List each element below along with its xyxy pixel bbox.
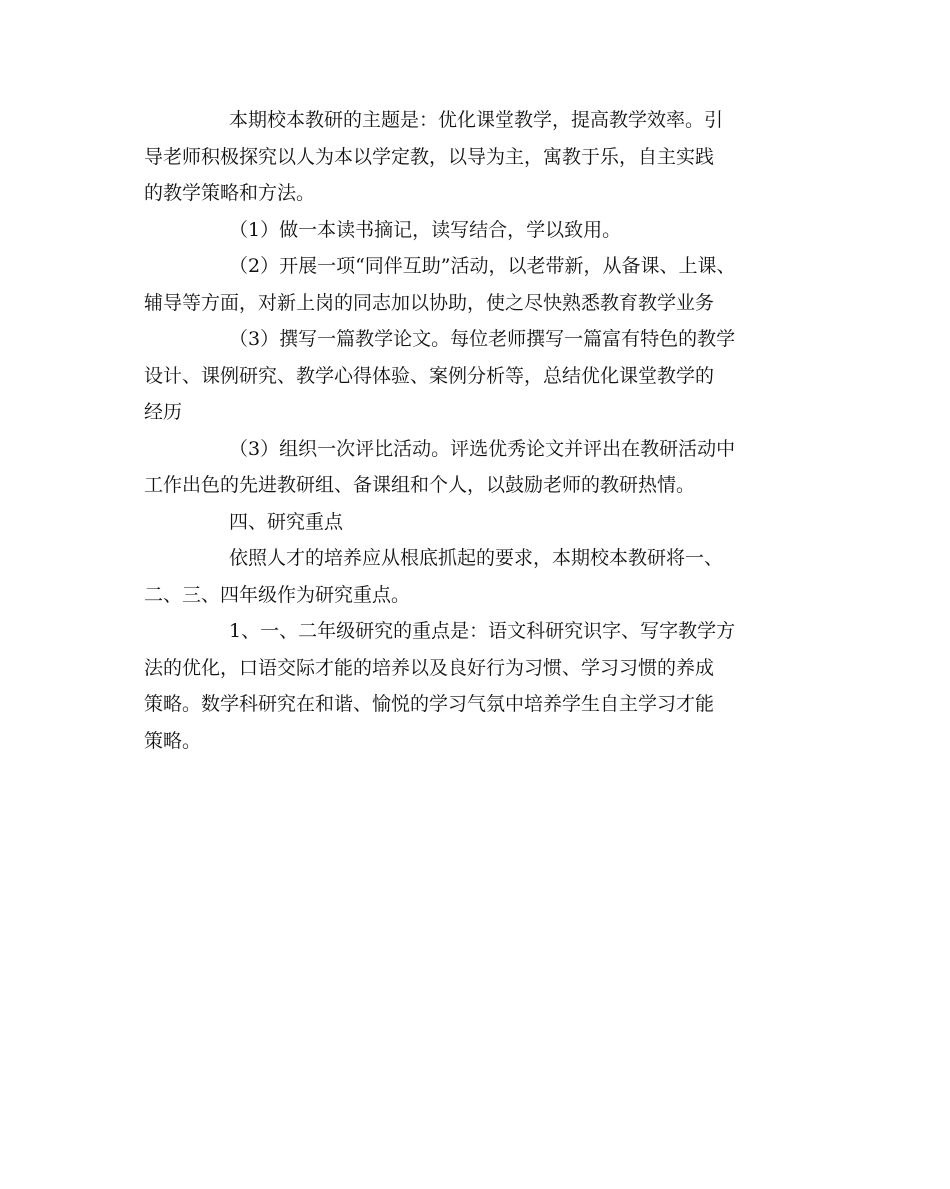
text-line-18: 策略。: [144, 729, 202, 752]
text-line-5: （2）开展一项“同伴互助”活动，以老带新，从备课、上课、: [229, 255, 736, 277]
text-line-15: 1、一、二年级研究的重点是：语文科研究识字、写字教学方: [229, 620, 736, 642]
text-line-10: （3）组织一次评比活动。评选优秀论文并评出在教研活动中: [229, 437, 736, 460]
document-body: [144, 102, 820, 759]
text-line-7: （3）撰写一篇教学论文。每位老师撰写一篇富有特色的教学: [229, 328, 736, 350]
text-line-9: 经历: [144, 401, 183, 423]
text-line-11: 工作出色的先进教研组、备课组和个人，以鼓励老师的教研热情。: [144, 474, 696, 496]
text-line-17: 策略。数学科研究在和谐、愉悦的学习气氛中培养学生自主学习才能: [144, 693, 715, 715]
text-line-8: 设计、课例研究、教学心得体验、案例分析等，总结优化课堂教学的: [144, 364, 715, 387]
text-line-13: 依照人才的培养应从根底抓起的要求，本期校本教研将一、: [229, 547, 724, 569]
text-line-16: 法的优化，口语交际才能的培养以及良好行为习惯、学习习惯的养成: [144, 656, 715, 679]
text-line-2: 导老师积极探究以人为本以学定教，以导为主，寓教于乐，自主实践: [144, 145, 715, 168]
text-line-1: 本期校本教研的主题是：优化课堂教学，提高教学效率。引: [229, 109, 724, 131]
text-line-3: 的教学策略和方法。: [144, 182, 316, 204]
text-line-14: 二、三、四年级作为研究重点。: [144, 583, 411, 606]
text-line-6: 辅导等方面，对新上岗的同志加以协助，使之尽快熟悉教育教学业务: [144, 291, 715, 314]
section-heading: 四、研究重点: [229, 510, 344, 533]
text-line-4: （1）做一本读书摘记，读写结合，学以致用。: [229, 218, 622, 241]
